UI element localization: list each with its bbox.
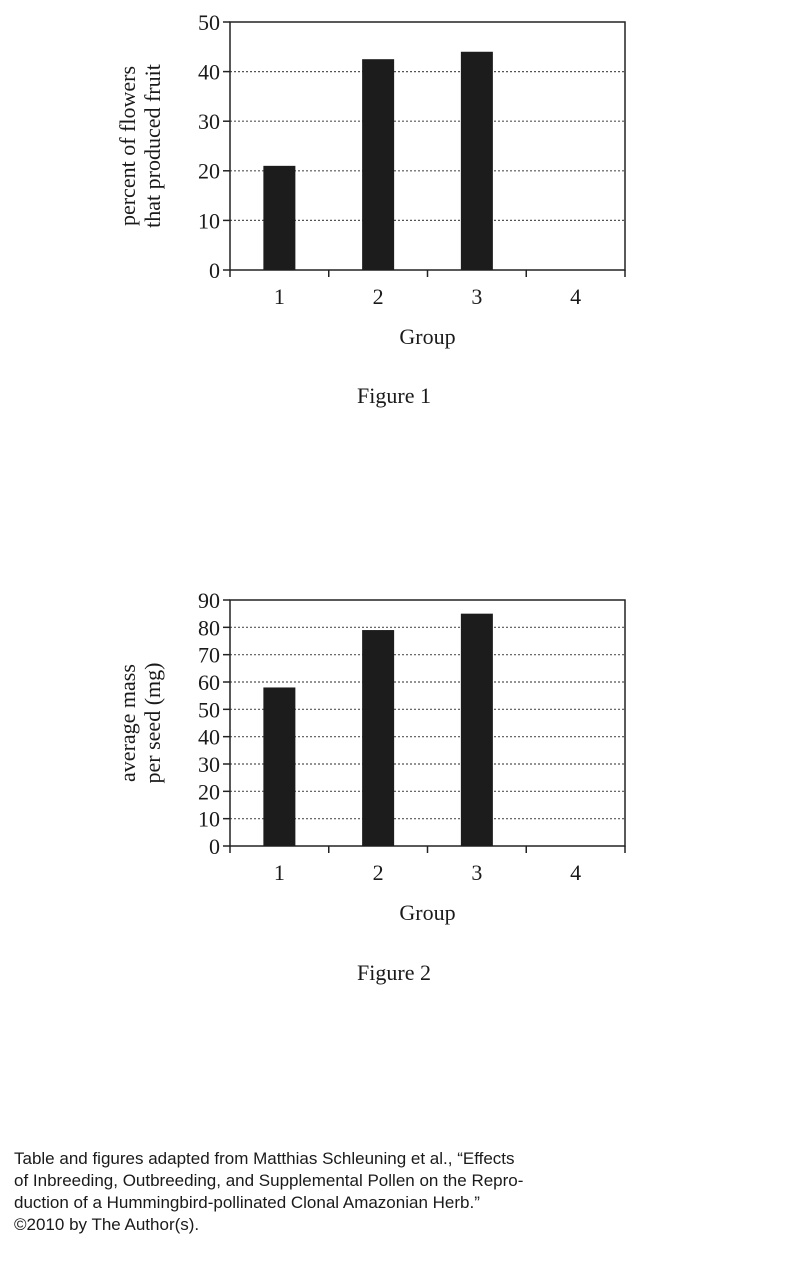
bar-group-1 bbox=[263, 166, 295, 270]
credit-line: ©2010 by The Author(s). bbox=[14, 1215, 200, 1234]
y-tick-label: 0 bbox=[209, 833, 220, 859]
bar-group-3 bbox=[461, 52, 493, 270]
y-tick-label: 40 bbox=[198, 724, 220, 750]
y-tick-label: 30 bbox=[198, 109, 220, 135]
y-tick-label: 60 bbox=[198, 669, 220, 695]
y-tick-label: 40 bbox=[198, 59, 220, 85]
x-tick-label: 1 bbox=[273, 860, 285, 885]
y-axis-label: that produced fruit bbox=[140, 64, 165, 228]
source-credit bbox=[14, 1148, 724, 1236]
y-axis-label: average mass bbox=[115, 664, 140, 782]
y-tick-label: 30 bbox=[198, 751, 220, 777]
y-tick-label: 10 bbox=[198, 208, 220, 234]
figure-1-caption: Figure 1 bbox=[357, 383, 431, 408]
y-tick-label: 90 bbox=[198, 587, 220, 613]
x-axis-label: Group bbox=[399, 324, 456, 349]
y-tick-label: 20 bbox=[198, 779, 220, 805]
y-tick-label: 10 bbox=[198, 806, 220, 832]
x-tick-label: 3 bbox=[471, 860, 483, 885]
bar-group-2 bbox=[362, 59, 394, 270]
x-tick-label: 4 bbox=[570, 860, 582, 885]
y-axis-label: percent of flowers bbox=[115, 65, 140, 227]
y-tick-label: 50 bbox=[198, 9, 220, 35]
y-tick-label: 70 bbox=[198, 642, 220, 668]
y-tick-label: 20 bbox=[198, 158, 220, 184]
x-axis-label: Group bbox=[399, 900, 456, 925]
y-tick-label: 80 bbox=[198, 615, 220, 641]
figure-1-chart bbox=[0, 0, 788, 430]
credit-line: duction of a Hummingbird-pollinated Clonal Amazonian Herb.” bbox=[14, 1193, 480, 1212]
x-tick-label: 4 bbox=[570, 284, 582, 309]
credit-line: of Inbreeding, Outbreeding, and Supplemental Pollen on the Repro- bbox=[14, 1171, 524, 1190]
credit-line: Table and figures adapted from Matthias Schleuning et al., “Effects bbox=[14, 1149, 515, 1168]
x-tick-label: 3 bbox=[471, 284, 483, 309]
bar-group-3 bbox=[461, 614, 493, 846]
x-tick-label: 1 bbox=[273, 284, 285, 309]
x-tick-label: 2 bbox=[372, 860, 384, 885]
y-axis-label: per seed (mg) bbox=[140, 662, 165, 784]
x-tick-label: 2 bbox=[372, 284, 384, 309]
figure-2-caption: Figure 2 bbox=[357, 960, 431, 985]
bar-group-2 bbox=[362, 630, 394, 846]
figure-2-chart bbox=[0, 580, 788, 1000]
y-tick-label: 50 bbox=[198, 697, 220, 723]
y-tick-label: 0 bbox=[209, 257, 220, 283]
bar-group-1 bbox=[263, 687, 295, 846]
